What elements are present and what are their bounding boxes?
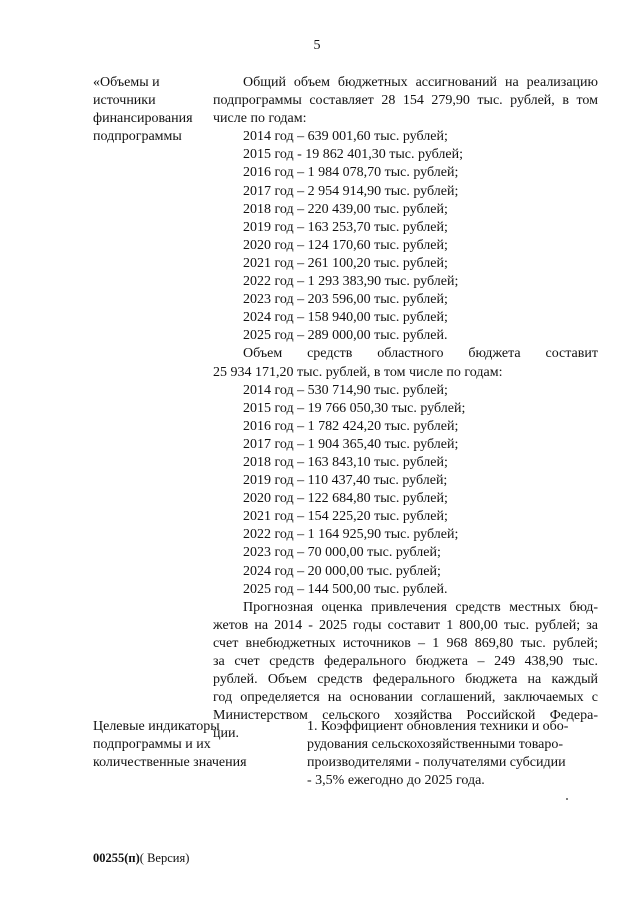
year-item: 2020 год – 124 170,60 тыс. рублей; — [243, 237, 448, 253]
forecast-line: за счет средств федерального бюджета – 249 438,90 тыс. — [213, 654, 598, 669]
indicators-label-line: количественные значения — [93, 755, 247, 770]
forecast-line: жетов на 2014 - 2025 годы составит 1 800,00 тыс. рублей; за — [213, 617, 598, 633]
year-item: 2014 год – 530 714,90 тыс. рублей; — [243, 382, 448, 398]
forecast-line: год определяется на основании соглашений, заключаемых с — [213, 690, 598, 706]
year-item: 2016 год – 1 984 078,70 тыс. рублей; — [243, 165, 459, 181]
indicators-label-line: подпрограммы и их — [93, 737, 211, 752]
forecast-line: Министерством сельского хозяйства Российской Федера- — [213, 708, 598, 724]
year-item: 2024 год – 158 940,00 тыс. рублей; — [243, 310, 448, 326]
intro-line: подпрограммы составляет 28 154 279,90 тыс. рублей, в том — [213, 93, 598, 109]
indicators-label-line: Целевые индикаторы — [93, 719, 220, 734]
indicators-label — [93, 718, 283, 772]
regional-line: Объем средств областного бюджета составит — [243, 346, 598, 362]
year-item: 2025 год – 289 000,00 тыс. рублей. — [243, 328, 448, 344]
indicator-line: - 3,5% ежегодно до 2025 года. — [307, 773, 485, 788]
year-item: 2018 год – 163 843,10 тыс. рублей; — [243, 454, 448, 470]
year-item: 2023 год – 203 596,00 тыс. рублей; — [243, 292, 448, 308]
year-item: 2017 год – 2 954 914,90 тыс. рублей; — [243, 183, 459, 199]
forecast-line: счет внебюджетных источников – 1 968 869,80 тыс. рублей; — [213, 635, 598, 651]
intro-line: числе по годам: — [213, 111, 307, 127]
year-item: 2019 год – 110 437,40 тыс. рублей; — [243, 473, 448, 489]
year-item: 2021 год – 261 100,20 тыс. рублей; — [243, 255, 448, 271]
year-item: 2015 год - 19 862 401,30 тыс. рублей; — [243, 147, 464, 163]
year-item: 2025 год – 144 500,00 тыс. рублей. — [243, 581, 448, 597]
forecast-line: ции. — [213, 726, 239, 742]
financing-label-line: финансирования — [93, 111, 193, 126]
financing-label — [93, 74, 218, 146]
document-version: ( Версия) — [139, 851, 190, 865]
year-item: 2021 год – 154 225,20 тыс. рублей; — [243, 509, 448, 525]
year-item: 2024 год – 20 000,00 тыс. рублей; — [243, 563, 441, 579]
intro-line: Общий объем бюджетных ассигнований на реализацию — [243, 75, 598, 90]
indicator-line: производителями - получателями субсидии — [307, 755, 566, 770]
year-item: 2019 год – 163 253,70 тыс. рублей; — [243, 219, 448, 235]
forecast-line: Прогнозная оценка привлечения средств местных бюд- — [243, 599, 598, 615]
year-item: 2022 год – 1 164 925,90 тыс. рублей; — [243, 527, 459, 543]
indicators-values — [307, 718, 597, 790]
year-item: 2023 год – 70 000,00 тыс. рублей; — [243, 545, 441, 561]
indicator-line: 1. Коэффициент обновления техники и обо- — [307, 719, 569, 734]
document-code: 00255(п) — [93, 851, 140, 865]
indicator-line: рудования сельскохозяйственными товаро- — [307, 737, 564, 752]
year-item: 2018 год – 220 439,00 тыс. рублей; — [243, 201, 448, 217]
year-item: 2017 год – 1 904 365,40 тыс. рублей; — [243, 436, 459, 452]
document-footer — [93, 851, 189, 866]
regional-by-year-list — [213, 382, 598, 599]
regional-line: 25 934 171,20 тыс. рублей, в том числе по годам: — [213, 364, 503, 380]
scan-speck — [566, 798, 568, 800]
year-item: 2015 год – 19 766 050,30 тыс. рублей; — [243, 400, 466, 416]
financing-label-line: подпрограммы — [93, 129, 182, 144]
year-item: 2016 год – 1 782 424,20 тыс. рублей; — [243, 418, 459, 434]
page-number: 5 — [313, 38, 321, 53]
financing-label-line: «Объемы и — [93, 75, 160, 90]
year-item: 2014 год – 639 001,60 тыс. рублей; — [243, 129, 448, 145]
year-item: 2022 год – 1 293 383,90 тыс. рублей; — [243, 274, 459, 290]
year-item: 2020 год – 122 684,80 тыс. рублей; — [243, 491, 448, 507]
forecast-line: рублей. Объем средств федерального бюджета на каждый — [213, 672, 598, 688]
financing-content — [213, 74, 598, 743]
total-by-year-list — [213, 128, 598, 345]
financing-label-line: источники — [93, 93, 156, 108]
